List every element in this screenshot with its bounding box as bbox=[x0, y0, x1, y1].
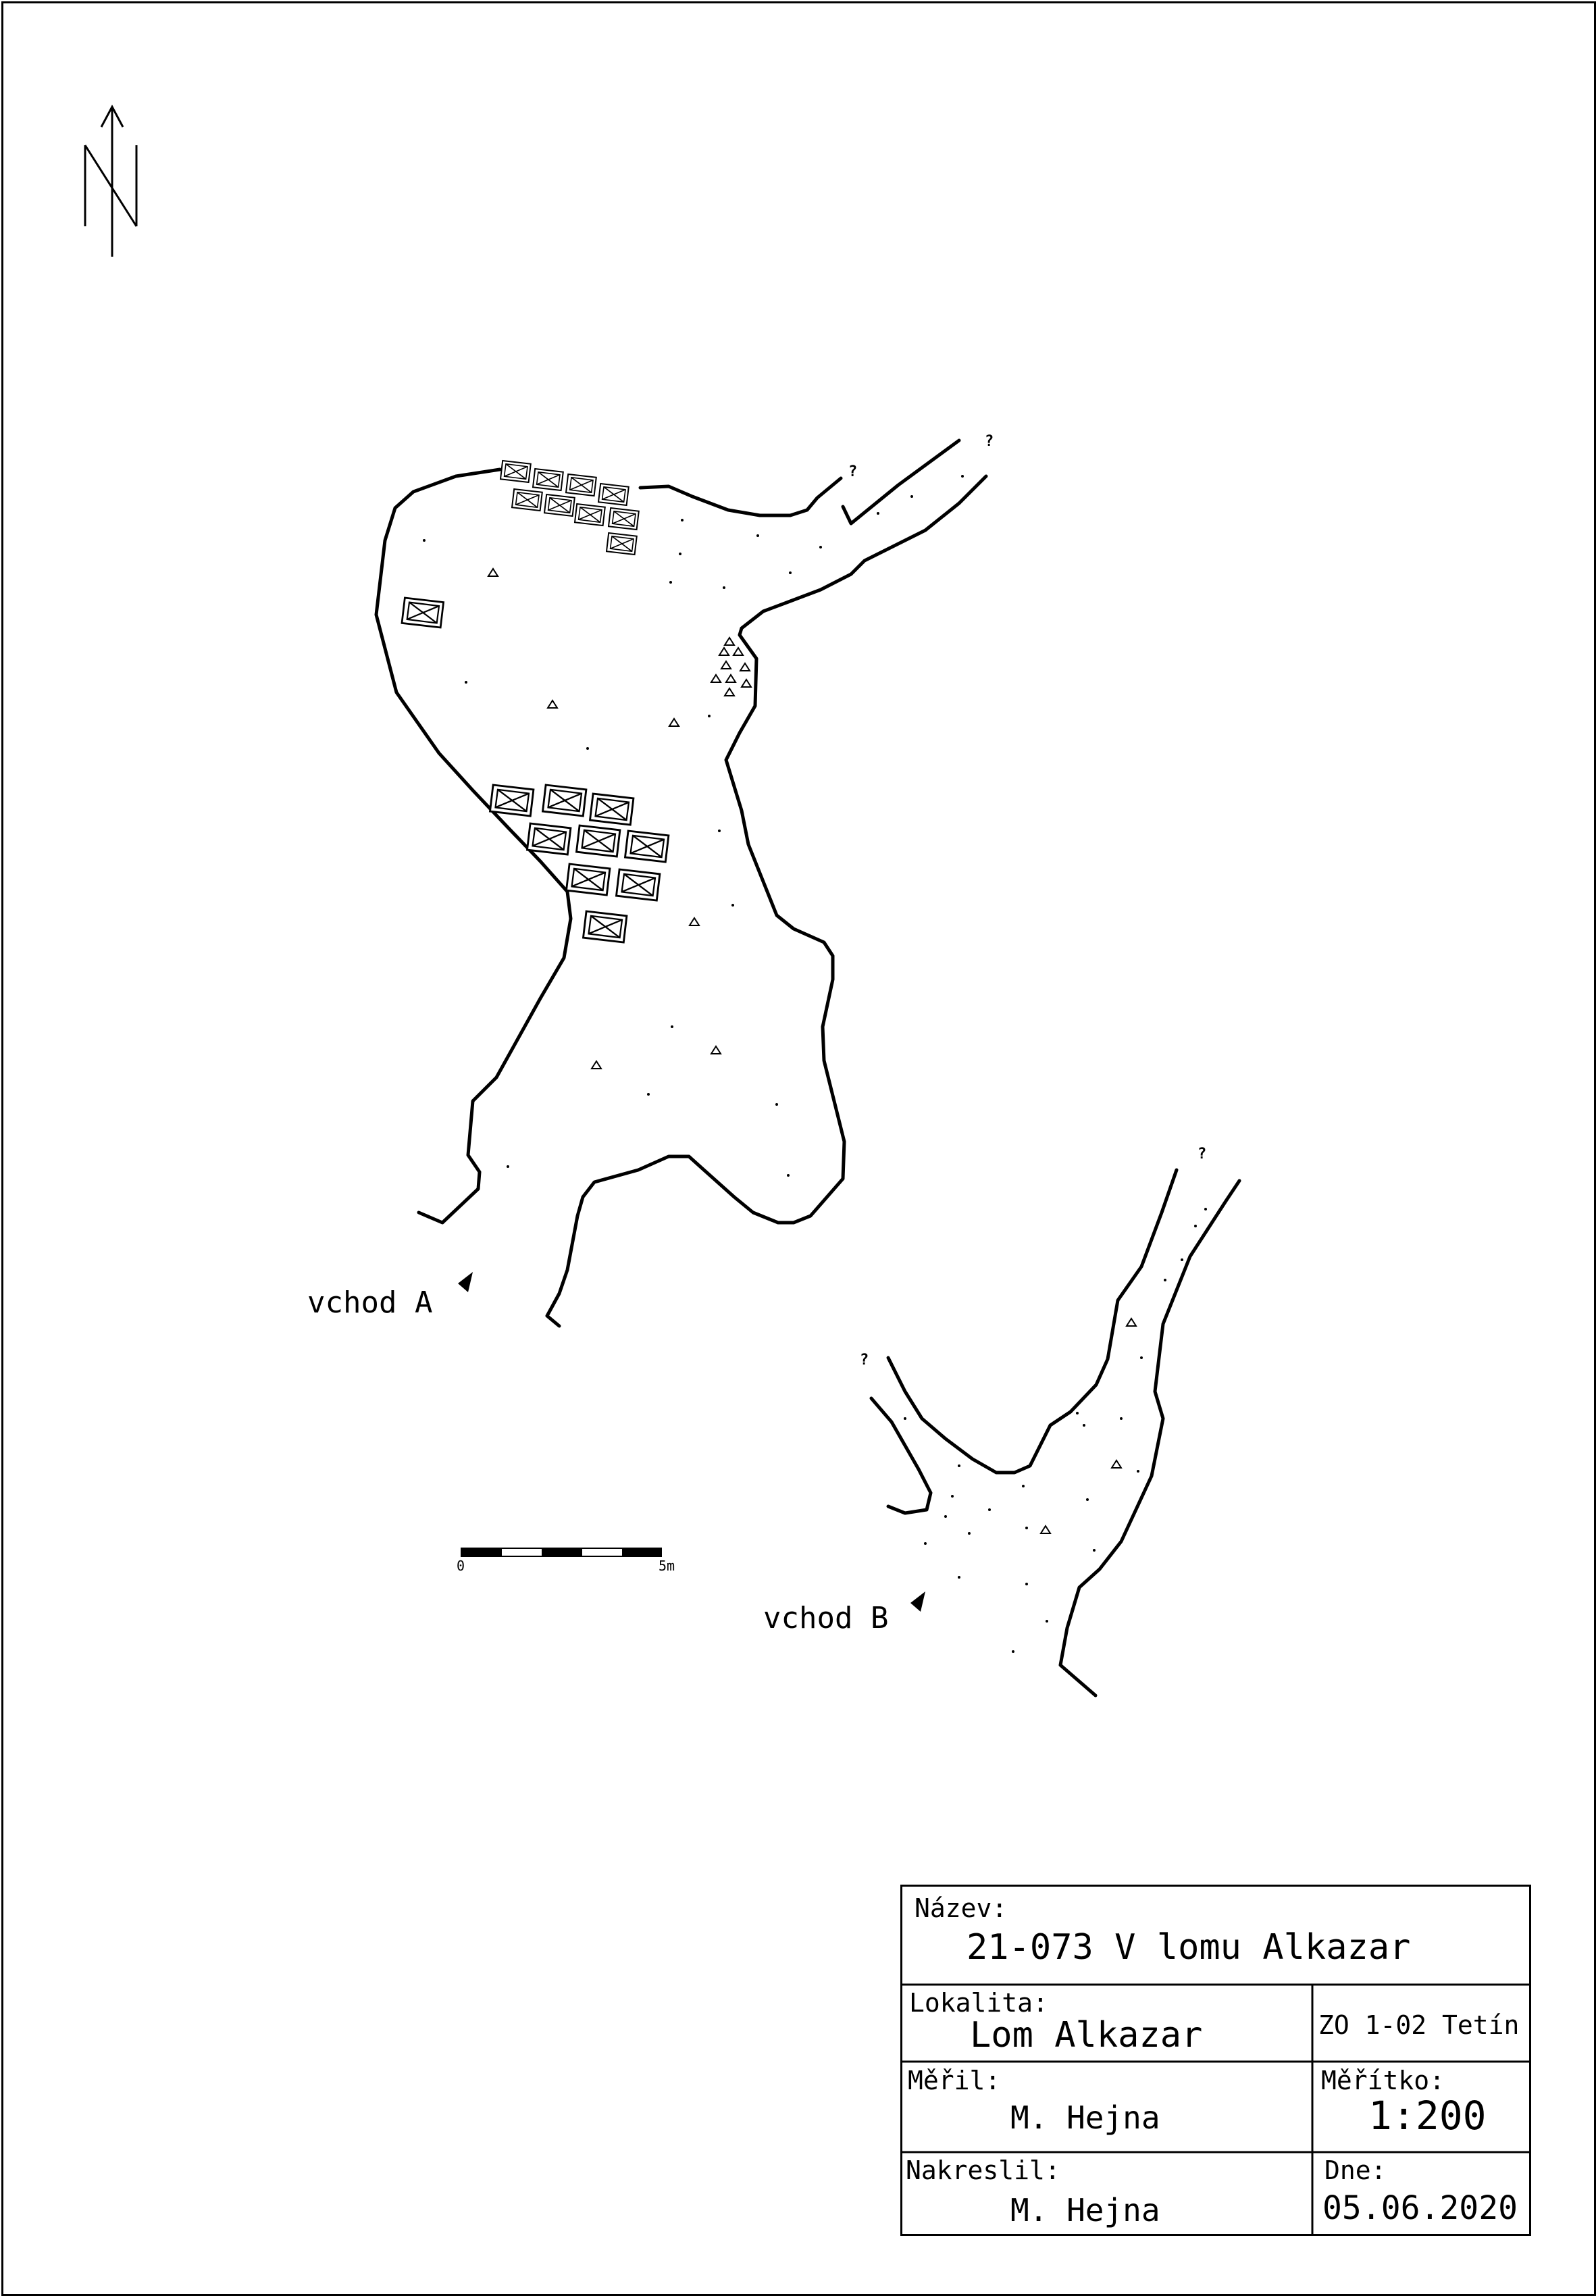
entrance-arrow-icons bbox=[458, 1272, 925, 1612]
unknown-marker: ? bbox=[985, 433, 994, 450]
floor-dots bbox=[423, 475, 1207, 1653]
entrance-a-arrow-icon bbox=[458, 1272, 473, 1292]
breakdown-blocks bbox=[402, 461, 669, 942]
locality-value: Lom Alkazar bbox=[970, 2015, 1203, 2056]
name-key: Název: bbox=[915, 1893, 1008, 1923]
drawn-by-value: M. Hejna bbox=[1010, 2192, 1160, 2228]
north-arrow-icon bbox=[85, 107, 136, 257]
debris-symbols bbox=[488, 569, 1136, 1533]
entrance-b-arrow-icon bbox=[910, 1591, 925, 1612]
date-key: Dne: bbox=[1324, 2155, 1387, 2185]
unknown-marker: ? bbox=[860, 1352, 869, 1369]
cave-a-walls bbox=[376, 440, 986, 1326]
cave-b-walls bbox=[871, 1170, 1239, 1695]
name-value: 21-073 V lomu Alkazar bbox=[967, 1927, 1411, 1968]
scale-bar-end-label: 5m bbox=[659, 1558, 675, 1574]
locality-key: Lokalita: bbox=[909, 1988, 1048, 2018]
unknown-marker: ? bbox=[848, 463, 858, 480]
surveyed-by-value: M. Hejna bbox=[1010, 2099, 1160, 2136]
unknown-continuation-markers bbox=[848, 433, 1206, 1369]
title-block bbox=[900, 1885, 1531, 2236]
date-value: 05.06.2020 bbox=[1322, 2189, 1518, 2227]
scale-bar-start-label: 0 bbox=[457, 1558, 465, 1574]
scale-value: 1:200 bbox=[1368, 2093, 1487, 2139]
surveyed-by-key: Měřil: bbox=[908, 2066, 1001, 2095]
organization-value: ZO 1-02 Tetín bbox=[1318, 2010, 1520, 2040]
unknown-marker: ? bbox=[1198, 1146, 1207, 1163]
drawn-by-key: Nakreslil: bbox=[906, 2155, 1060, 2185]
scale-bar bbox=[461, 1548, 661, 1556]
scale-key: Měřítko: bbox=[1321, 2066, 1445, 2095]
entrance-a-label: vchod A bbox=[307, 1285, 433, 1320]
entrance-b-label: vchod B bbox=[763, 1601, 889, 1635]
